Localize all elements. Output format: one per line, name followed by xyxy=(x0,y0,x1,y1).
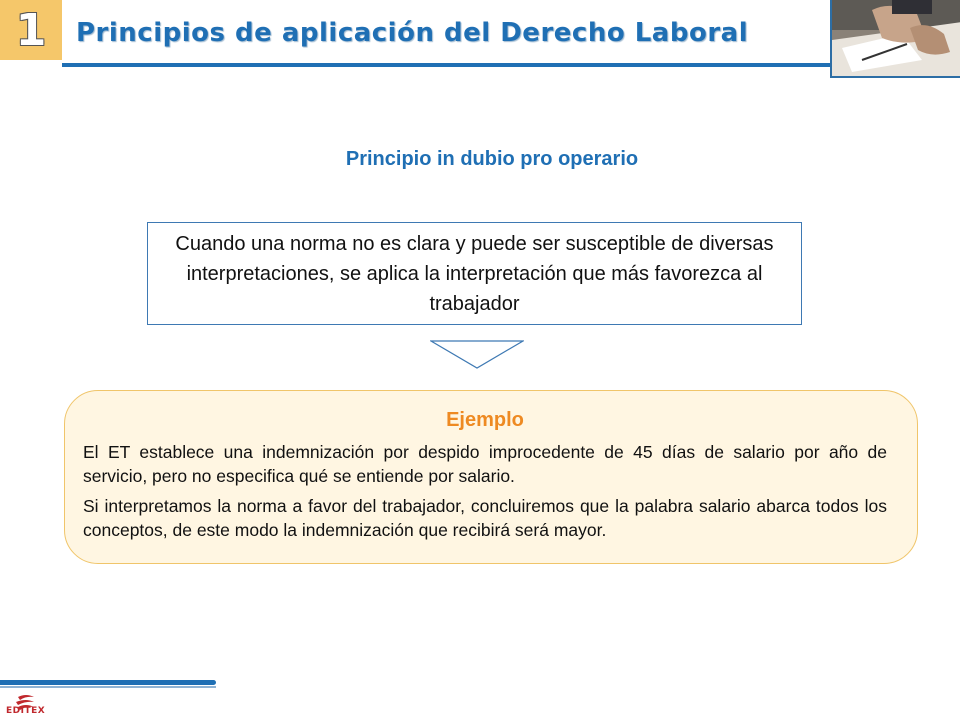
example-paragraph: Si interpretamos la norma a favor del trabajador, concluiremos que la palabra salario abarca todos los conceptos, de este modo la indemnización que recibirá será mayor. xyxy=(83,496,887,540)
header-divider xyxy=(62,63,830,67)
header-photo xyxy=(830,0,960,78)
down-arrow-icon xyxy=(430,340,524,370)
logo-text: EDITEX xyxy=(6,706,46,716)
section-title: Principio in dubio pro operario xyxy=(345,148,639,170)
chapter-number-badge xyxy=(0,0,62,60)
chapter-number: 1 xyxy=(15,4,47,56)
example-paragraph: El ET establece una indemnización por despido improcedente de 45 días de salario por año de servicio, pero no especifica qué se entiende por salario. xyxy=(83,442,887,486)
definition-text: Cuando una norma no es clara y puede ser susceptible de diversas interpretaciones, se aplica la interpretación que más favorezca al trabajador xyxy=(175,232,774,315)
page-title: Principios de aplicación del Derecho Laboral xyxy=(76,18,749,48)
example-title: Ejemplo xyxy=(446,409,524,431)
footer-divider xyxy=(0,680,216,685)
example-box xyxy=(64,390,918,564)
definition-box xyxy=(147,222,802,325)
